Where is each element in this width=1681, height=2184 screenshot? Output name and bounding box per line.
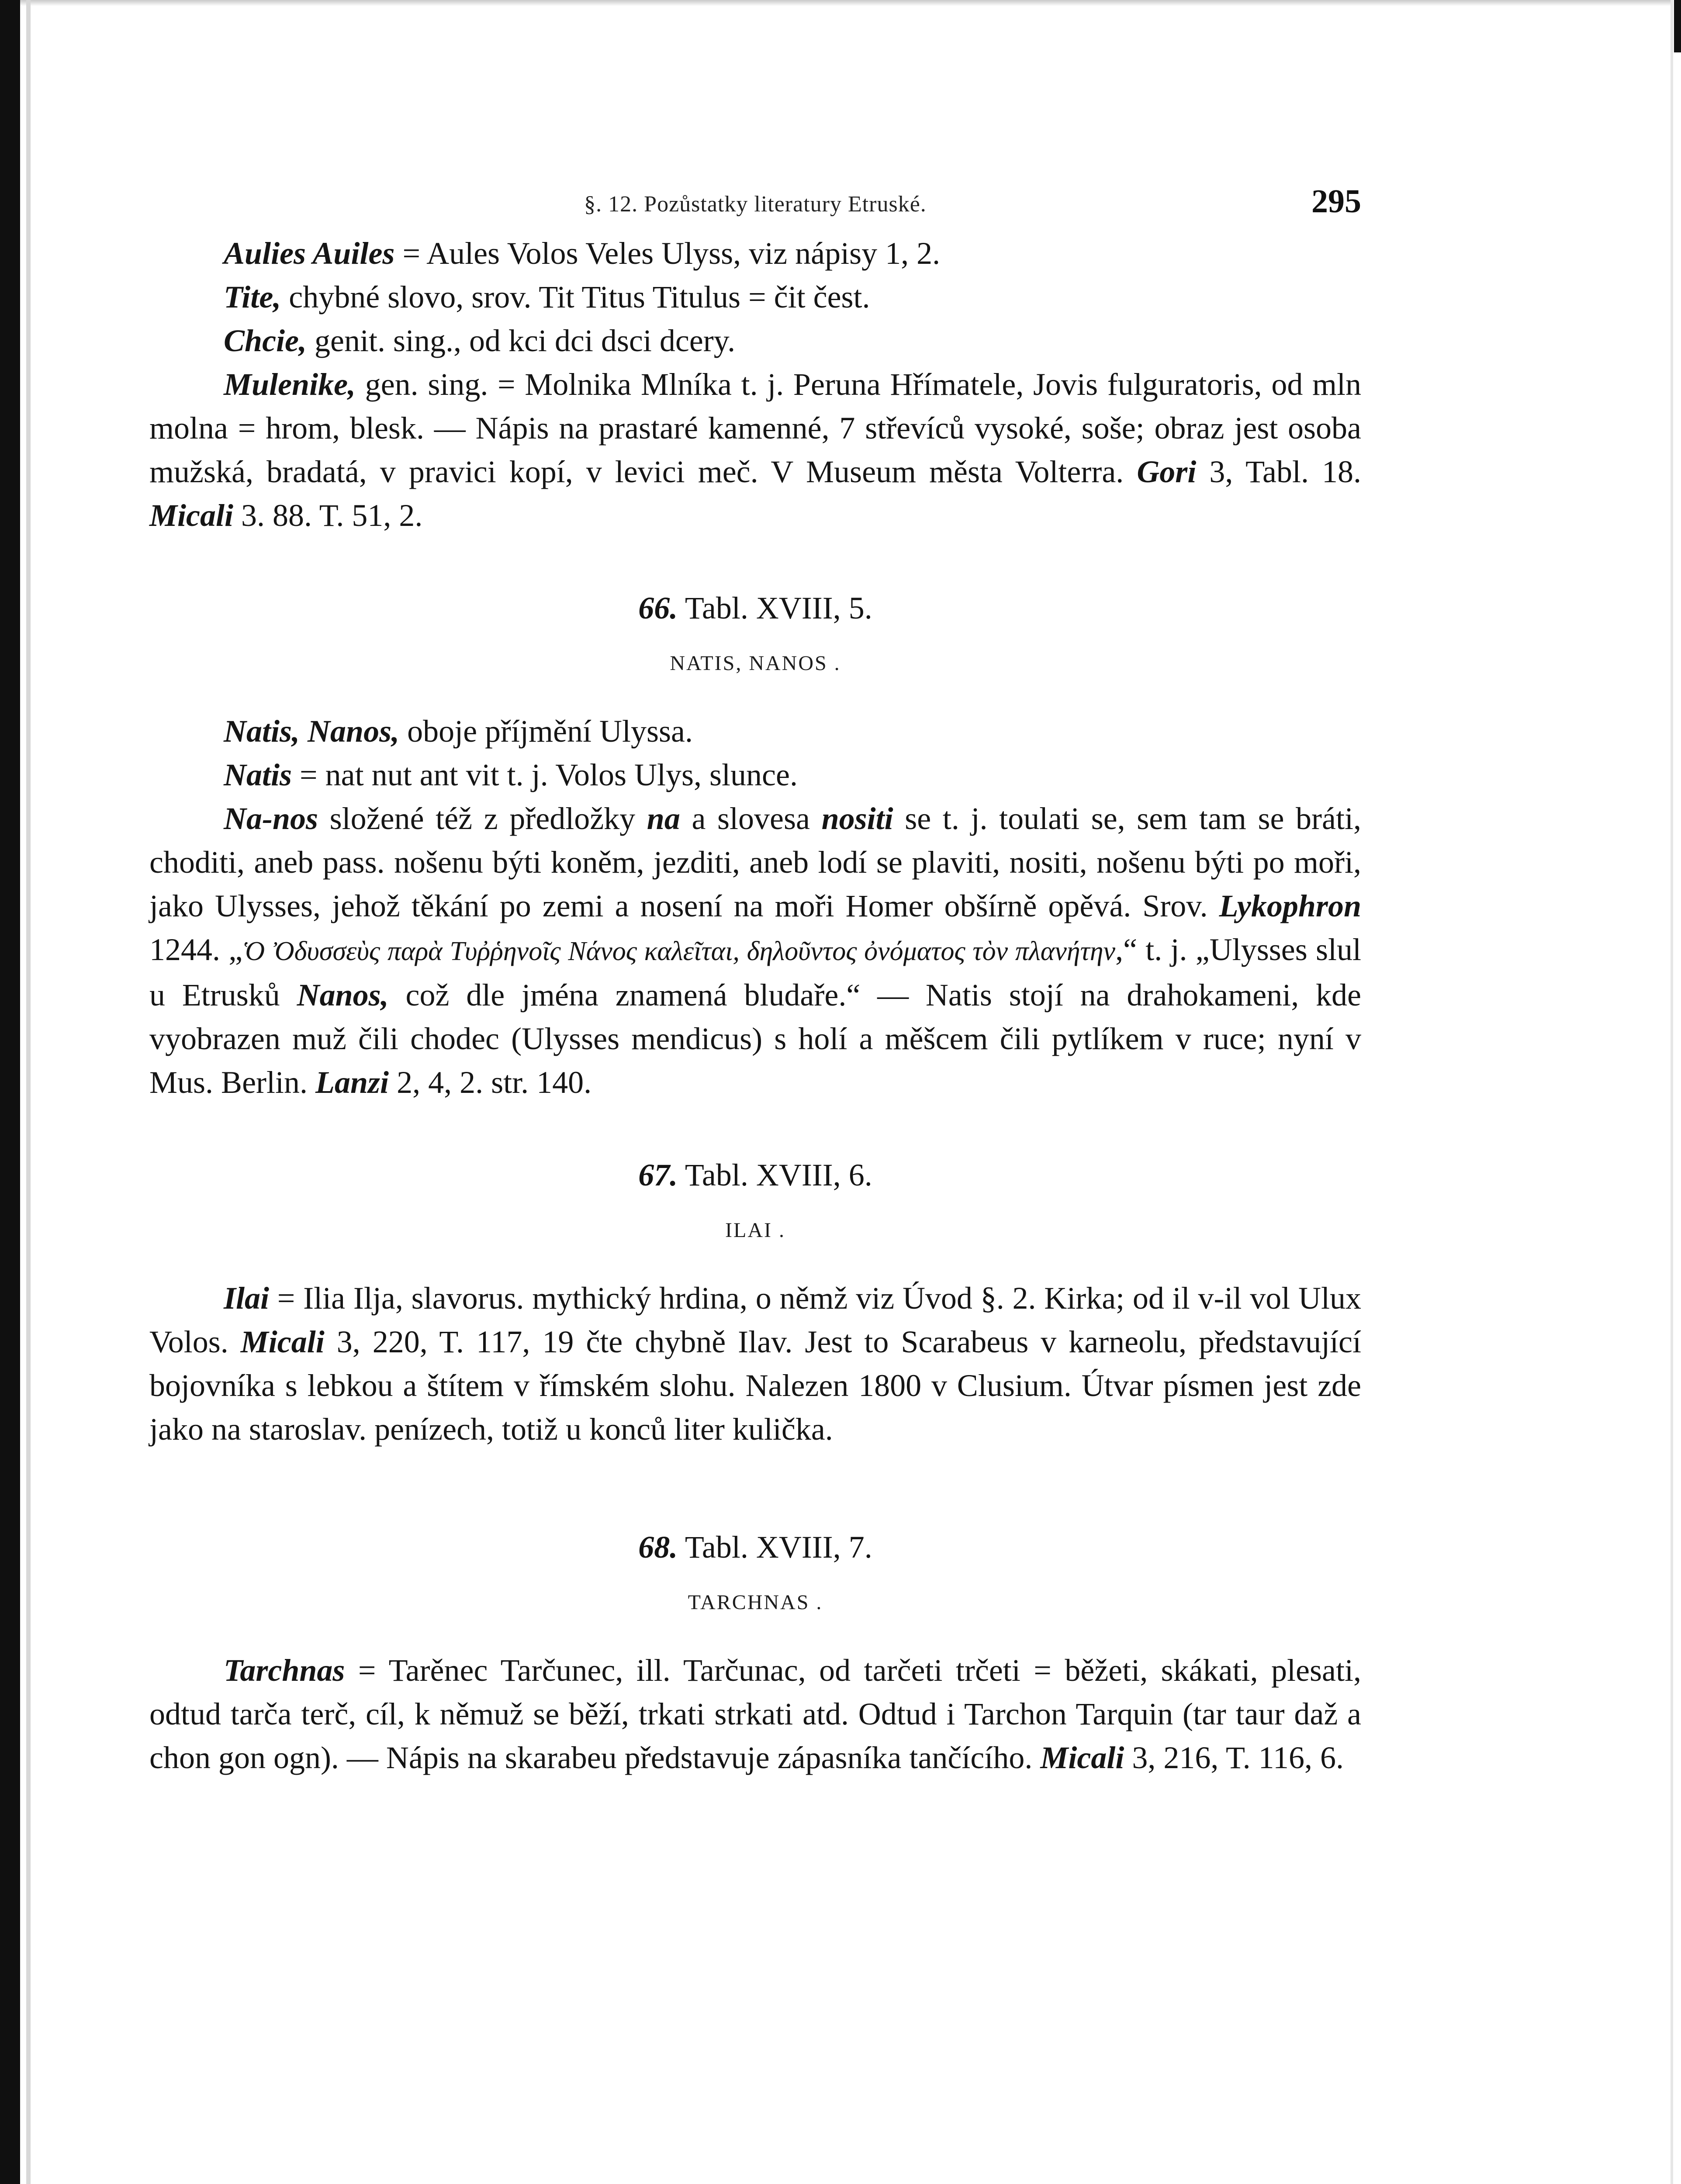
entry-68-table: Tabl. XVIII, 7.: [678, 1530, 872, 1565]
entry-68-heading: [149, 1525, 1361, 1569]
ref-lykophron: Lykophron: [1219, 888, 1361, 923]
term-chcie: Chcie,: [224, 323, 307, 358]
entry-66-line2: [149, 753, 1361, 797]
entry-aulies: [149, 232, 1361, 275]
entry-67-text-a: = Ilia Ilja, slavorus. mythický hrdina, o němž viz Úvod §. 2. Kirka; od il v-il vol Ulux Volos.: [149, 1281, 1361, 1359]
ref-micali-68: Micali: [1040, 1740, 1124, 1775]
entry-67-heading: [149, 1153, 1361, 1197]
scan-binding-shadow: [0, 0, 20, 2184]
word-nanos: Nanos,: [297, 978, 389, 1013]
word-na: na: [647, 801, 680, 836]
entry-67-subtitle: ILAI .: [725, 1219, 785, 1242]
word-nositi: nositi: [821, 801, 893, 836]
entry-chcie-text: genit. sing., od kci dci dsci dcery.: [306, 323, 736, 358]
entry-67-number: 67.: [638, 1158, 678, 1192]
term-ilai: Ilai: [224, 1281, 270, 1316]
entry-68-text-b: 3, 216, T. 116, 6.: [1124, 1740, 1344, 1775]
entry-66-line1: [149, 709, 1361, 753]
scan-right-corner: [1674, 0, 1681, 52]
term-natis-nanos: Natis, Nanos,: [224, 714, 400, 749]
term-natis: Natis: [224, 757, 292, 792]
entry-68-text-a: = Tarěnec Tarčunec, ill. Tarčunac, od tarčeti trčeti = běžeti, skákati, plesati, odtud tarča terč, cíl, k němuž se běží, trkati strkati atd. Odtud i Tarchon Tarquin (tar taur daž a chon gon ogn). — Nápis na skarabeu představuje zápasníka tančícího.: [149, 1653, 1361, 1775]
entry-68-subtitle: TARCHNAS .: [688, 1591, 823, 1614]
ref-micali-67: Micali: [240, 1324, 325, 1359]
term-aulies: Aulies Auiles: [224, 236, 395, 271]
scan-top-edge: [0, 0, 1681, 6]
entry-chcie: [149, 319, 1361, 363]
ref-gori: Gori: [1137, 454, 1197, 489]
ref-gori-text: 3, Tabl. 18.: [1196, 454, 1361, 489]
entry-66-table: Tabl. XVIII, 5.: [678, 591, 872, 625]
entry-mulenike-text: gen. sing. = Molnika Mlníka t. j. Peruna Hřímatele, Jovis fulguratoris, od mln molna = hrom, blesk. — Nápis na prastaré kamenné, 7 střevíců vysoké, soše; obraz jest osoba mužská, bradatá, v pravici kopí, v levici meč. V Museum města Volterra.: [149, 367, 1361, 489]
entry-66-number: 66.: [638, 591, 678, 625]
entry-66-text-a: složené též z předložky: [318, 801, 647, 836]
entry-66-line1-text: oboje příjmění Ulyssa.: [399, 714, 693, 749]
entry-67-paragraph: [149, 1276, 1361, 1451]
entry-tite: [149, 275, 1361, 319]
entry-68-number: 68.: [638, 1530, 678, 1565]
entry-67-table: Tabl. XVIII, 6.: [678, 1158, 872, 1192]
term-tite: Tite,: [224, 280, 281, 314]
book-page: [149, 175, 1361, 1780]
ref-micali: Micali: [149, 498, 233, 533]
entry-66-text-f: což dle jména znamená bludaře.“ — Natis stojí na drahokameni, kde vyobrazen muž čili chodec (Ulysses mendicus) s holí a měšcem čili pytlíkem v ruce; nyní v Mus. Berlin.: [149, 978, 1361, 1100]
ref-micali-text: 3. 88. T. 51, 2.: [233, 498, 423, 533]
entry-66-text-g: 2, 4, 2. str. 140.: [389, 1065, 592, 1100]
term-tarchnas: Tarchnas: [224, 1653, 345, 1688]
entry-66-text-b: a slovesa: [680, 801, 822, 836]
entry-66-text-d: 1244. „: [149, 932, 243, 967]
entry-66-line2-text: = nat nut ant vit t. j. Volos Ulys, slunce.: [292, 757, 798, 792]
ref-lanzi: Lanzi: [315, 1065, 389, 1100]
page-header: [149, 175, 1361, 232]
greek-quote: Ὁ Ὀδυσσεὺς παρὰ Τυῤῥηνοῖς Νάνος καλεῖται, δηλοῦντος ὀνόματος τὸν πλανήτην: [242, 936, 1116, 966]
scan-right-edge: [1671, 0, 1681, 2184]
page-number: 295: [1311, 183, 1361, 220]
entry-tite-text: chybné slovo, srov. Tit Titus Titulus = čit čest.: [281, 280, 870, 314]
scan-binding-line: [26, 0, 31, 2184]
running-head: §. 12. Pozůstatky literatury Etruské.: [584, 192, 927, 217]
entry-mulenike: [149, 363, 1361, 537]
term-na-nos: Na-nos: [224, 801, 318, 836]
entry-67-text-b: 3, 220, T. 117, 19 čte chybně Ilav. Jest to Scarabeus v karneolu, představující bojovníka s lebkou a štítem v římském slohu. Nalezen 1800 v Clusium. Útvar písmen jest zde jako na staroslav. penízech, totiž u konců liter kulička.: [149, 1324, 1361, 1447]
entry-66-text-e: ,“ t. j. „Ulysses slul u Etrusků: [149, 932, 1361, 1013]
entry-68-paragraph: [149, 1648, 1361, 1780]
entry-66-text-c: se t. j. toulati se, sem tam se bráti, choditi, aneb pass. nošenu býti koněm, jezditi, aneb lodí se plaviti, nositi, nošenu býti po moři, jako Ulysses, jehož těkání po zemi a nosení na moři Homer obšírně opěvá. Srov.: [149, 801, 1361, 923]
entry-66-paragraph: [149, 797, 1361, 1104]
term-mulenike: Mulenike,: [224, 367, 356, 402]
entry-66-subtitle: NATIS, NANOS .: [670, 652, 841, 675]
entry-aulies-text: = Aules Volos Veles Ulyss, viz nápisy 1, 2.: [394, 236, 941, 271]
entry-66-heading: [149, 586, 1361, 630]
